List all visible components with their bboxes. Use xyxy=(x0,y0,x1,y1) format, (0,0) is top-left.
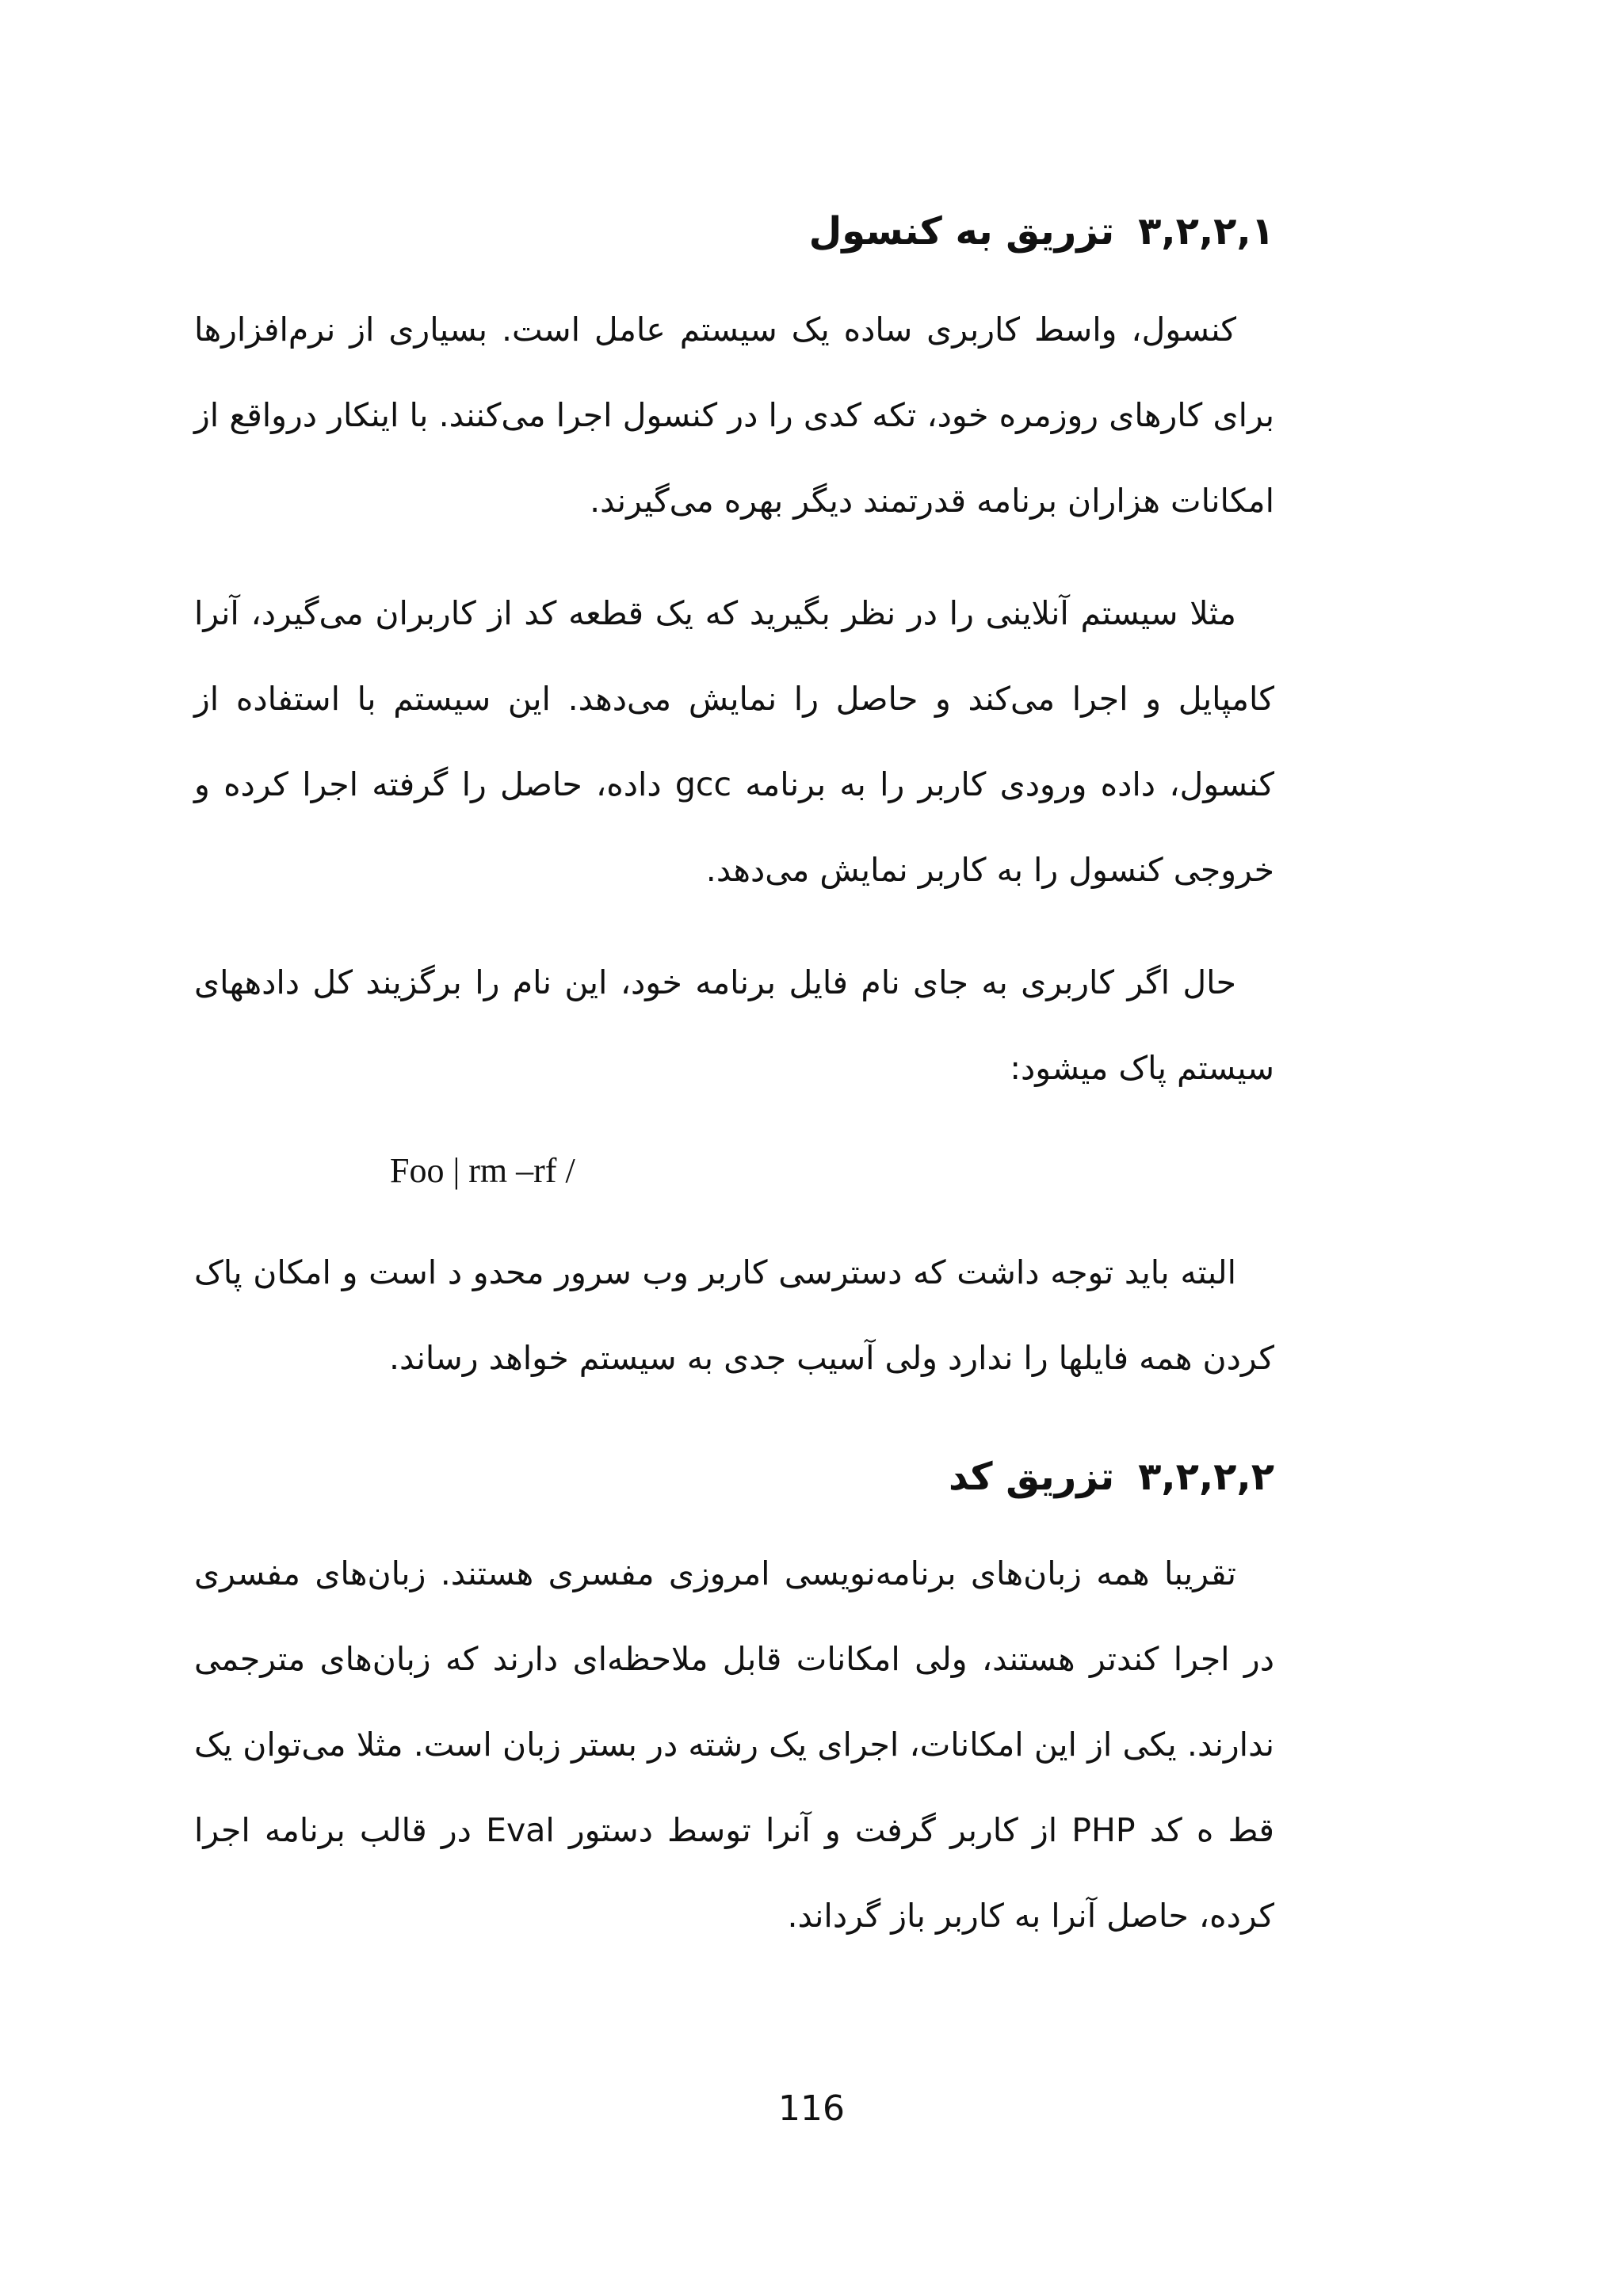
code-example: Foo | rm –rf / xyxy=(390,1151,575,1190)
paragraph xyxy=(194,287,1274,543)
section-number: ۳,۲,۲,۱ xyxy=(1138,209,1274,254)
page-number: 116 xyxy=(778,2088,845,2129)
section-heading-code-injection xyxy=(949,1453,1274,1501)
section-title: تزریق به کنسول xyxy=(808,209,1115,254)
paragraph-text: تقریبا همه زبان‌های برنامه‌نویسی امروزی مفسری هستند. زبان‌های مفسری در اجرا کندتر هستند، ولی امکانات قابل ملاحظه‌ای دارند که زبان‌های مترجمی ندارند. یکی از این امکانات، اجرای یک رشته در بستر زبان است. مثلا می‌توان یک قط ه کد PHP از کاربر گرفت و آنرا توسط دستور Eval در قالب برنامه اجرا کرده، حاصل آنرا به کاربر باز گرداند. xyxy=(194,1554,1274,1935)
paragraph xyxy=(194,1531,1274,1958)
paragraph xyxy=(194,940,1274,1111)
paragraph-text: مثلا سیستم آنلاینی را در نظر بگیرید که یک قطعه کد از کاربران می‌گیرد، آنرا کامپایل و اجرا می‌کند و حاصل را نمایش می‌دهد. این سیستم با استفاده از کنسول، داده ورودی کاربر را به برنامه gcc داده، حاصل را گرفته اجرا کرده و خروجی کنسول را به کاربر نمایش می‌دهد. xyxy=(194,594,1274,889)
section-number: ۳,۲,۲,۲ xyxy=(1138,1455,1274,1499)
paragraph-text: حال اگر کاربری به جای نام فایل برنامه خود، این نام را برگزیند کل دادههای سیستم پاک میشود: xyxy=(194,963,1274,1087)
paragraph xyxy=(194,1230,1274,1401)
section-title: تزریق کد xyxy=(948,1455,1115,1499)
section-heading-console-injection xyxy=(809,208,1274,255)
paragraph xyxy=(194,570,1274,913)
paragraph-text: البته باید توجه داشت که دسترسی کاربر وب سرور محدو د است و امکان پاک کردن همه فایلها را ندارد ولی آسیب جدی به سیستم خواهد رساند. xyxy=(194,1253,1274,1377)
paragraph-text: کنسول، واسط کاربری ساده یک سیستم عامل است. بسیاری از نرم‌افزارها برای کارهای روزمره خود، تکه کدی را در کنسول اجرا می‌کنند. با اینکار درواقع از امکانات هزاران برنامه قدرتمند دیگر بهره می‌گیرند. xyxy=(194,311,1274,520)
